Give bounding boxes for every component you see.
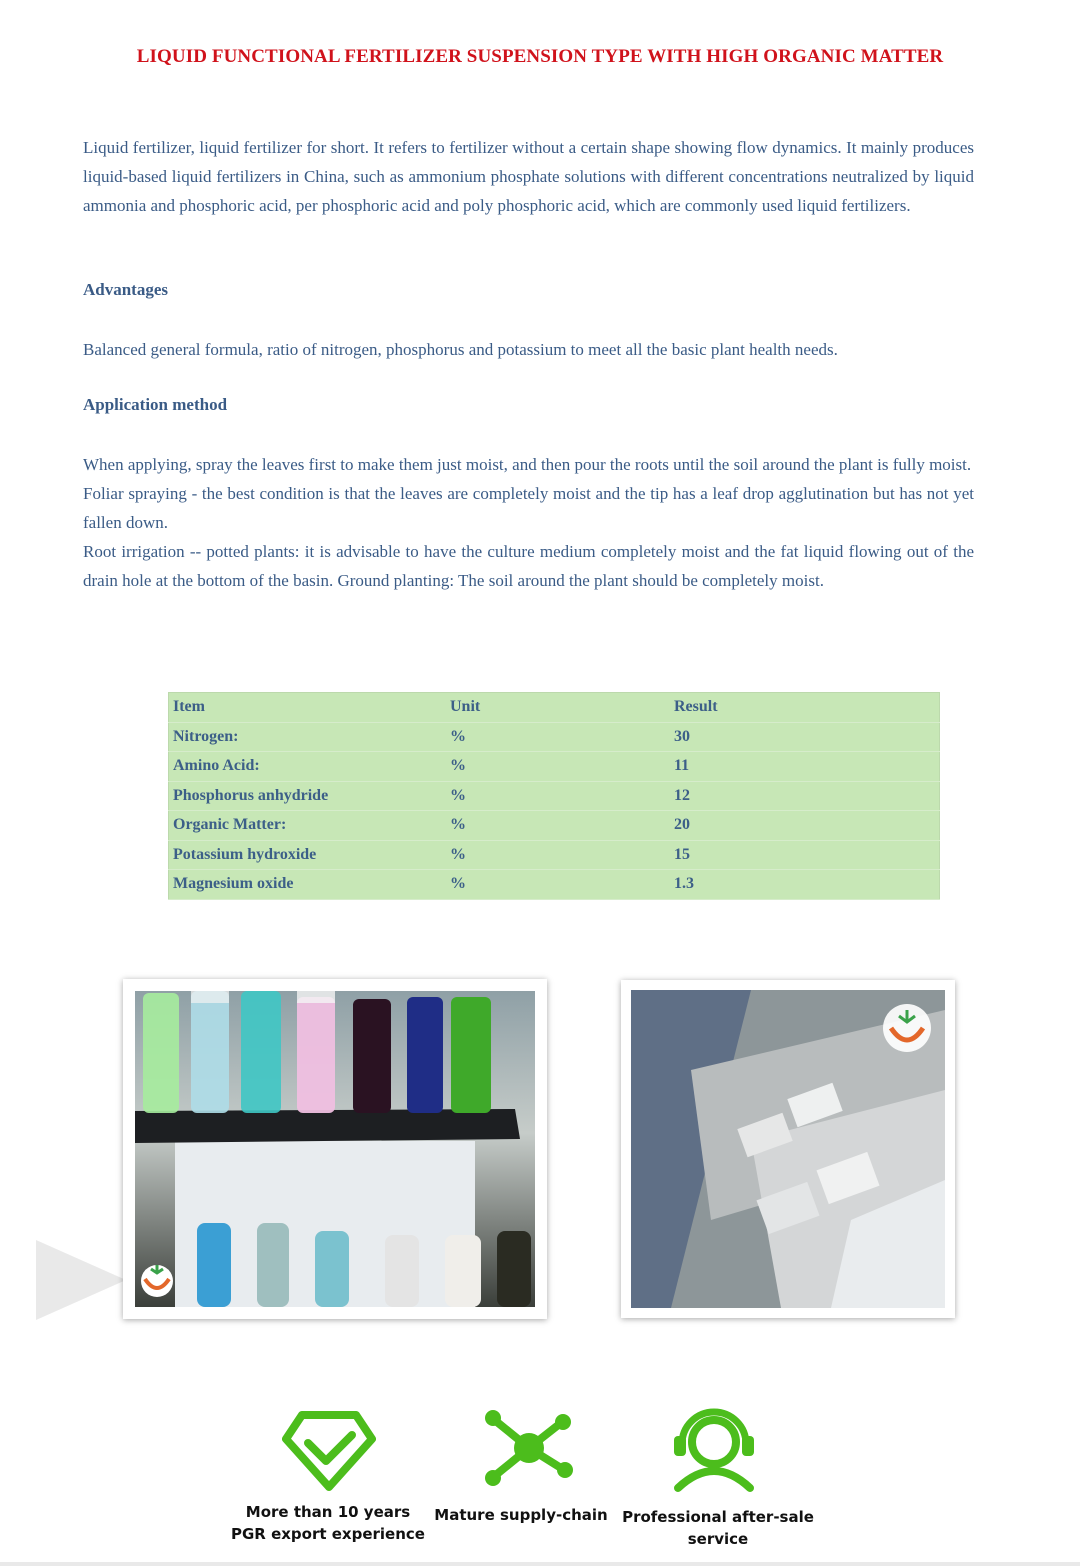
table-row <box>169 722 940 752</box>
machinery-illustration <box>631 990 945 1308</box>
table-cell-item: Potassium hydroxide <box>169 840 447 870</box>
page-title: LIQUID FUNCTIONAL FERTILIZER SUSPENSION TYPE WITH HIGH ORGANIC MATTER <box>136 46 944 67</box>
table-cell-result: 30 <box>670 722 940 752</box>
table-cell-item: Phosphorus anhydride <box>169 781 447 811</box>
diamond-check-icon <box>282 1411 376 1491</box>
production-line-photo <box>621 980 955 1318</box>
feature-supply-chain-line1: Mature supply-chain <box>434 1506 608 1524</box>
advantages-text: Balanced general formula, ratio of nitrogen, phosphorus and potassium to meet all the basic plant health needs. <box>83 340 838 359</box>
feature-experience <box>230 1501 426 1545</box>
feature-supply-chain <box>426 1504 616 1526</box>
table-cell-unit: % <box>446 840 670 870</box>
table-header-unit: Unit <box>446 693 670 723</box>
table-cell-item: Nitrogen: <box>169 722 447 752</box>
headset-support-icon <box>668 1408 760 1492</box>
test-tubes-illustration <box>135 991 535 1307</box>
application-paragraph-2: Foliar spraying - the best condition is that the leaves are completely moist and the tip has a leaf drop agglutination but has not yet fallen down. <box>83 484 974 532</box>
table-cell-result: 15 <box>670 840 940 870</box>
table-cell-item: Organic Matter: <box>169 811 447 841</box>
table-cell-unit: % <box>446 870 670 900</box>
table-header-result: Result <box>670 693 940 723</box>
table-cell-unit: % <box>446 722 670 752</box>
application-text <box>83 450 974 595</box>
table-cell-unit: % <box>446 811 670 841</box>
table-cell-result: 11 <box>670 752 940 782</box>
table-row <box>169 870 940 900</box>
application-heading: Application method <box>83 395 228 414</box>
table-cell-unit: % <box>446 781 670 811</box>
table-cell-item: Magnesium oxide <box>169 870 447 900</box>
feature-after-sale-line2: service <box>687 1530 749 1548</box>
table-row <box>169 811 940 841</box>
product-samples-photo <box>123 979 547 1319</box>
table-cell-unit: % <box>446 752 670 782</box>
specification-table <box>168 692 940 900</box>
feature-experience-line2: PGR export experience <box>231 1525 425 1543</box>
feature-after-sale <box>618 1506 818 1550</box>
table-header-item: Item <box>169 693 447 723</box>
table-row <box>169 840 940 870</box>
feature-after-sale-line1: Professional after-sale <box>622 1508 814 1526</box>
table-cell-item: Amino Acid: <box>169 752 447 782</box>
bottom-divider <box>0 1562 1080 1566</box>
feature-experience-line1: More than 10 years <box>245 1503 411 1521</box>
table-cell-result: 12 <box>670 781 940 811</box>
advantages-heading: Advantages <box>83 280 169 299</box>
table-header-row <box>169 693 940 723</box>
table-cell-result: 20 <box>670 811 940 841</box>
intro-paragraph <box>83 133 974 220</box>
table-row <box>169 781 940 811</box>
table-row <box>169 752 940 782</box>
application-paragraph-1: When applying, spray the leaves first to make them just moist, and then pour the roots until the soil around the plant is fully moist. <box>83 455 972 474</box>
decorative-shadow <box>36 1240 126 1320</box>
product-samples-image <box>135 991 535 1307</box>
application-paragraph-3: Root irrigation -- potted plants: it is advisable to have the culture medium completely moist and the fat liquid flowing out of the drain hole at the bottom of the basin. Ground planting: The soil around the plant should be completely moist. <box>83 542 974 590</box>
intro-text: Liquid fertilizer, liquid fertilizer for short. It refers to fertilizer without a certain shape showing flow dynamics. It mainly produces liquid-based liquid fertilizers in China, such as ammonium phosphate solutions with different concentrations neutralized by liquid ammonia and phosphoric acid, per phosphoric acid and poly phosphoric acid, which are commonly used liquid fertilizers. <box>83 138 974 215</box>
table-cell-result: 1.3 <box>670 870 940 900</box>
production-line-image <box>631 990 945 1308</box>
network-nodes-icon <box>483 1410 575 1488</box>
